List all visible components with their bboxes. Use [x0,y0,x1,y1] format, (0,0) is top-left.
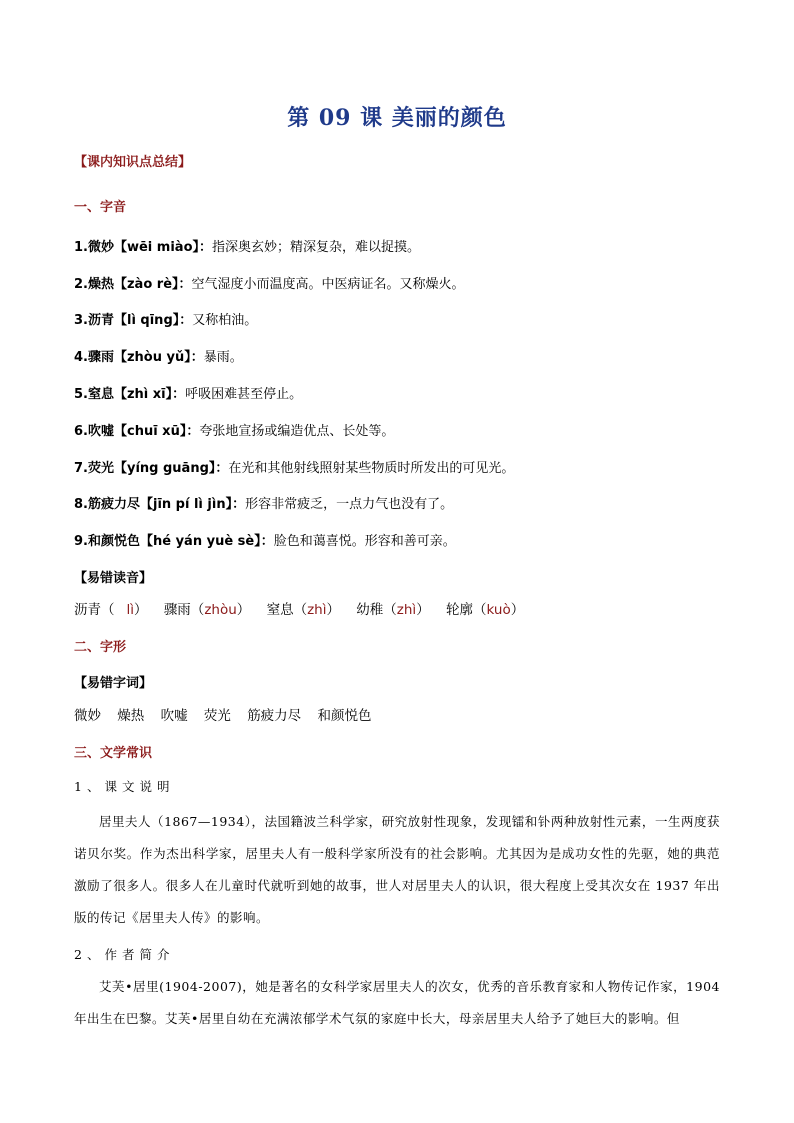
list-item: 吹嘘 [160,708,188,724]
list-item: 荧光 [203,708,231,724]
pronunciation-label: 【易错读音】 [74,571,153,586]
pronunciation-list [74,598,536,618]
vocab-item: 4.骤雨【zhòu yǔ】：暴雨。 [74,350,243,365]
vocab-item: 3.沥青【lì qīng】：又称柏油。 [74,313,258,328]
vocab-item: 8.筋疲力尽【jīn pí lì jìn】：形容非常疲乏，一点力气也没有了。 [74,497,454,512]
list-item: 轮廓（kuò） [445,602,525,618]
list-item: 和颜悦色 [317,708,372,724]
words-label: 【易错字词】 [74,676,153,691]
paragraph-curie: 居里夫人（1867—1934），法国籍波兰科学家，研究放射性现象，发现镭和钋两种放射性元素，一生两度获诺贝尔奖。作为杰出科学家，居里夫人有一般科学家所没有的社会影响。尤其因为是成功女性的先驱，她的典范激励了很多人。很多人在儿童时代就听到她的故事，世人对居里夫人的认识，很大程度上受其次女在 1937 年出版的传记《居里夫人传》的影响。 [74,814,720,925]
vocab-item: 2.燥热【zào rè】：空气湿度小而温度高。中医病证名。又称燥火。 [74,277,465,292]
vocab-item: 9.和颜悦色【hé yán yuè sè】：脸色和蔼喜悦。形容和善可亲。 [74,534,456,549]
summary-label: 【课内知识点总结】 [74,155,192,170]
vocab-item: 7.荧光【yíng guāng】：在光和其他射线照射某些物质时所发出的可见光。 [74,461,515,476]
section-heading-characters: 二、字形 [74,640,127,655]
vocab-item: 5.窒息【zhì xī】：呼吸困难甚至停止。 [74,387,303,402]
page-title: 第 09 课 美丽的颜色 [287,105,507,131]
word-list [74,704,383,724]
section-heading-literature: 三、文学常识 [74,746,153,761]
list-item: 筋疲力尽 [247,708,302,724]
list-item: 幼稚（zhì） [356,602,430,618]
vocab-item: 6.吹嘘【chuī xū】：夸张地宣扬或编造优点、长处等。 [74,424,395,439]
list-item: 沥青（ lì） [74,602,148,618]
subheading-text-description: 1、课文说明 [74,779,175,794]
list-item: 窒息（zhì） [266,602,340,618]
section-heading-pronunciation: 一、字音 [74,200,127,215]
subheading-author: 2、作者简介 [74,947,175,962]
vocab-item: 1.微妙【wēi miào】：指深奥玄妙；精深复杂，难以捉摸。 [74,240,421,255]
list-item: 骤雨（zhòu） [163,602,251,618]
list-item: 燥热 [117,708,145,724]
list-item: 微妙 [74,708,101,724]
paragraph-author: 艾芙•居里(1904-2007)，她是著名的女科学家居里夫人的次女，优秀的音乐教育家和人物传记作家，1904 年出生在巴黎。艾芙•居里自幼在充满浓郁学术气氛的家庭中长大，母亲居里夫人给予了她巨大的影响。但 [74,979,720,1026]
